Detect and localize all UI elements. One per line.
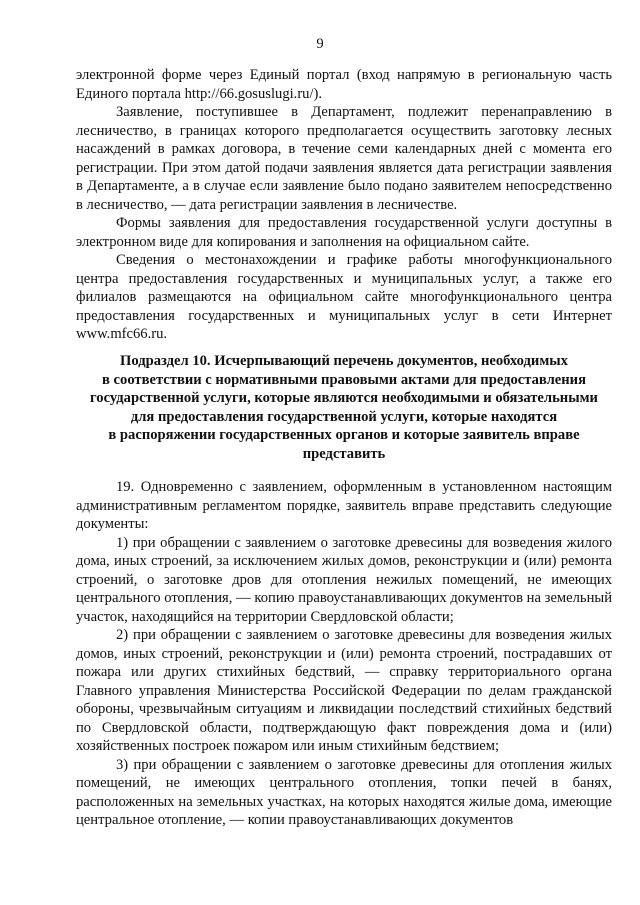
paragraph-3: Формы заявления для предоставления государственной услуги доступны в электронном виде для копирования и заполнения на официальном сайте. (76, 215, 612, 250)
heading-line-5: в распоряжении государственных органов и которые заявитель вправе (108, 427, 580, 443)
list-item-1: 1) при обращении с заявлением о заготовке древесины для возведения жилого дома, иных строений, за исключением жилых домов, реконструкции и (или) ремонта строений, о заготовке дров для отопления нежилых помещений, не имеющих центрального отопления, — копию правоустанавливающих документов на земельный участок, находящийся на территории Свердловской области; (76, 534, 612, 625)
page-number: 9 (316, 36, 324, 52)
paragraph-1: электронной форме через Единый портал (вход напрямую в региональную часть Единого портала http://66.gosuslugi.ru/). (76, 67, 612, 102)
paragraph-5: 19. Одновременно с заявлением, оформленным в установленном настоящим административным регламентом порядке, заявитель вправе представить следующие документы: (76, 479, 612, 532)
heading-line-4: для предоставления государственной услуги, которые находятся (130, 408, 558, 425)
bottom-section (76, 478, 612, 830)
list-item-3: 3) при обращении с заявлением о заготовке древесины для отопления жилых помещений, не имеющих центрального отопления, топки печей в банях, расположенных на земельных участках, на которых находятся жилые дома, имеющие центральное отопление, — копии правоустанавливающих документов (76, 756, 612, 828)
section-heading (76, 352, 612, 463)
heading-line-2: в соответствии с нормативными правовыми актами для предоставления (102, 371, 586, 388)
heading-line-6: представить (302, 445, 386, 462)
heading-line-3: государственной услуги, которые являются необходимыми и обязательными (90, 390, 598, 406)
paragraph-2: Заявление, поступившее в Департамент, подлежит перенаправлению в лесничество, в границах которого предполагается осуществить заготовку лесных насаждений в рамках договора, в течение семи календарных дней с момента его регистрации. При этом датой подачи заявления является дата регистрации заявления в Департаменте, а в случае если заявление было подано заявителем непосредственно в лесничество, — дата регистрации заявления в лесничестве. (76, 104, 612, 213)
paragraph-4: Сведения о местонахождении и графике работы многофункционального центра предоставления государственных и муниципальных услуг, а также его филиалов размещаются на официальном сайте многофункционального центра предоставления государственных и муниципальных услуг в сети Интернет www.mfc66.ru. (76, 252, 612, 342)
heading-line-1: Подраздел 10. Исчерпывающий перечень документов, необходимых (120, 353, 568, 369)
list-item-2: 2) при обращении с заявлением о заготовке древесины для возведения жилых домов, иных строений, реконструкции и (или) ремонта строений, пострадавших от пожара или других стихийных бедствий, — справку территориального органа Главного управления Министерства Российской Федерации по делам гражданской обороны, чрезвычайным ситуациям и ликвидации последствий стихийных бедствий по Свердловской области, подтверждающую факт повреждения дома и (или) хозяйственных построек пожаром или иным стихийным бедствием; (76, 627, 612, 754)
top-section (76, 66, 612, 344)
